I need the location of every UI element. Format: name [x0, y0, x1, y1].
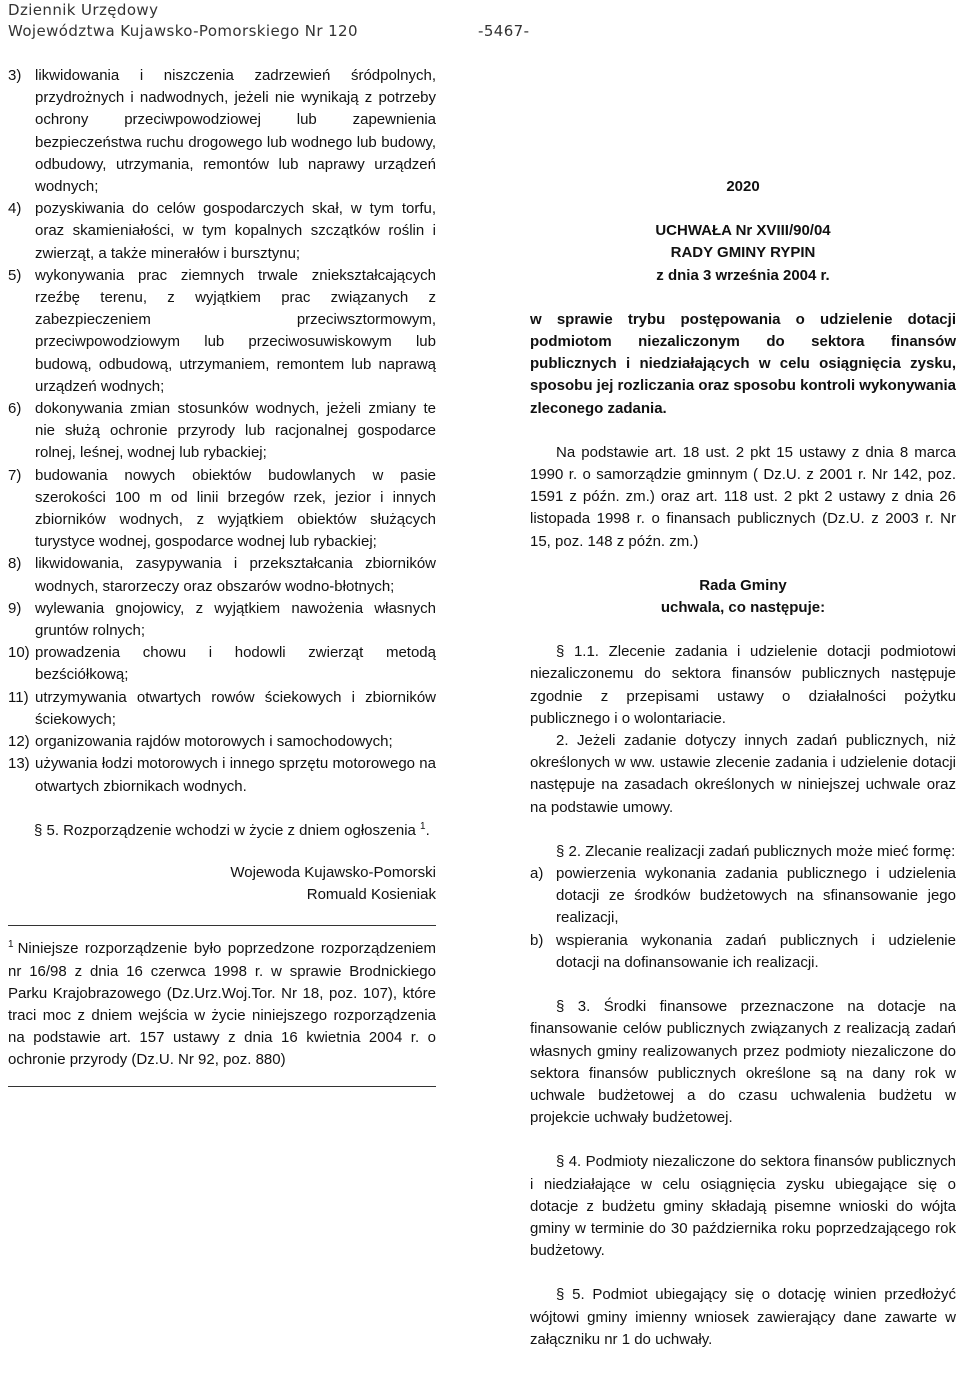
list-item-number: 11)	[8, 688, 29, 706]
item-number: 2020	[726, 178, 760, 195]
section-5-text: § 5. Rozporządzenie wchodzi w życie z dniem ogłoszenia	[34, 821, 416, 839]
section-4: § 4. Podmioty niezaliczone do sektora finansów publicznych i niedziałające w celu osiągnięcia zysku ubiegające się o dotacje z budżetu gminy składają pisemne wnioski do wójta gminy w terminie do 30 października roku poprzedzającego rok budżetowy.	[530, 1153, 956, 1260]
list-item-number: 3)	[8, 67, 22, 84]
list-item-number: 12)	[8, 733, 30, 751]
list-item-text: wylewania gnojowicy, z wyjątkiem nawożenia własnych gruntów rolnych;	[35, 599, 436, 640]
list-item-text: organizowania rajdów motorowych i samochodowych;	[35, 733, 393, 751]
list-item	[8, 642, 436, 686]
list-item-text: utrzymywania otwartych rowów ściekowych i zbiorników ściekowych;	[35, 688, 436, 728]
signature-role: Wojewoda Kujawsko-Pomorski	[230, 863, 436, 881]
list-item-number: b)	[530, 931, 544, 949]
list-item-text: budowania nowych obiektów budowlanych w pasie szerokości 100 m od linii brzegów rzek, jezior i innych zbiorników wodnych, z wyjątkiem obiektów służących turystyce wodnej, gospodarce wodnej lub rybackiej;	[35, 466, 436, 551]
section-5: § 5. Podmiot ubiegający się o dotację winien przedłożyć wójtowi gminy imienny wniosek zawierający dane zawarte w załączniku nr 1 do uchwały.	[530, 1286, 956, 1348]
list-item	[8, 753, 436, 797]
journal-issue-text: Województwa Kujawsko-Pomorskiego Nr 120	[8, 22, 358, 40]
list-item-text: dokonywania zmian stosunków wodnych, jeżeli zmiany te nie służą ochronie przyrody lub racjonalnej gospodarce rolnej, leśnej, wodnej lub rybackiej;	[35, 400, 436, 462]
footnote-mark: 1	[8, 939, 14, 951]
section-1-2: 2. Jeżeli zadanie dotyczy innych zadań publicznych, niż określonych w ww. ustawie zlecenie zadania i udzielenie dotacji następuje na zasadach określonych w niniejszej uchwale oraz na podstawie umowy.	[530, 732, 956, 816]
list-item	[8, 265, 436, 398]
footnote-end-rule	[8, 1086, 436, 1087]
list-item	[530, 930, 956, 974]
section-3: § 3. Środki finansowe przeznaczone na dotacje na finansowanie celów publicznych związanych z realizacją zadań własnych gminy realizowanych przez podmioty niezaliczone do sektora finansów publicznych określone są na dany rok w uchwale budżetowej a do czasu uchwalenia budżetu w projekcie uchwały budżetowej.	[530, 998, 956, 1127]
list-item-number: 8)	[8, 555, 22, 573]
list-item-text: likwidowania i niszczenia zadrzewień śródpolnych, przydrożnych i nadwodnych, jeżeli nie wynikają z potrzeby ochrony przeciwpowodziowej lub zapewnienia bezpieczeństwa ruchu drogowego lub wodnego lub budowy, odbudowy, utrzymania, remontów lub naprawy urządzeń wodnych;	[35, 67, 436, 196]
list-item-text: likwidowania, zasypywania i przekształcania zbiorników wodnych, starorzeczy oraz obszarów wodno-błotnych;	[35, 555, 436, 595]
journal-issue	[8, 20, 948, 42]
page-header	[8, 0, 948, 42]
list-item-number: 6)	[8, 400, 22, 418]
footnote-reference: 1	[420, 820, 426, 832]
list-item-number: 5)	[8, 266, 22, 284]
list-item	[8, 731, 436, 753]
list-item-number: 9)	[8, 599, 22, 617]
act-body: RADY GMINY RYPIN	[670, 244, 816, 262]
right-column	[530, 176, 956, 1351]
journal-title: Dziennik Urzędowy	[8, 1, 159, 19]
signature-name: Romuald Kosieniak	[306, 886, 436, 904]
act-subject: w sprawie trybu postępowania o udzielenie dotacji podmiotom niezaliczonym do sektora finansów publicznych i niedziałających w celu osiągnięcia zysku, sposobu jej rozliczania oraz sposobu kontroli wykonywania zleconego zadania.	[530, 310, 956, 417]
footnote	[8, 926, 436, 1071]
section-2-list	[530, 863, 956, 974]
act-title: UCHWAŁA Nr XVIII/90/04	[655, 222, 831, 240]
list-item-number: 7)	[8, 466, 22, 484]
list-item-number: a)	[530, 865, 544, 883]
list-item-number: 13)	[8, 755, 30, 773]
act-date: z dnia 3 września 2004 r.	[656, 266, 830, 284]
list-item-text: pozyskiwania do celów gospodarczych skał, w tym torfu, oraz skamieniałości, w tym kopalnych szczątków roślin i zwierząt, a także minerałów i bursztynu;	[35, 200, 436, 262]
footnote-text: Niniejsze rozporządzenie było poprzedzone rozporządzeniem nr 16/98 z dnia 16 czerwca 1998 r. w sprawie Brodnickiego Parku Krajobrazowego (Dz.Urz.Woj.Tor. Nr 18, poz. 107), które traci moc z dniem wejścia w życie niniejszego rozporządzenia na podstawie art. 157 ustawy z dnia 16 kwietnia 2004 r. o ochronie przyrody (Dz.U. Nr 92, poz. 880)	[8, 940, 436, 1069]
list-item-number: 10)	[8, 644, 30, 662]
list-item	[8, 65, 436, 198]
resolves-line-2: uchwala, co następuje:	[660, 599, 826, 617]
signature-block	[8, 862, 436, 906]
list-item-text: używania łodzi motorowych i innego sprzętu motorowego na otwartych zbiornikach wodnych.	[35, 755, 436, 795]
list-item	[8, 398, 436, 465]
list-item	[8, 598, 436, 642]
list-item-text: wykonywania prac ziemnych trwale zniekształcających rzeźbę terenu, z wyjątkiem prac związanych z zabezpieczeniem przeciwsztormowym, przeciwpowodziowym lub przeciwosuwiskowym lub budową, odbudową, utrzymaniem, remontem lub naprawą urządzeń wodnych;	[35, 266, 436, 395]
prohibitions-list	[8, 65, 436, 798]
closing-period: .	[425, 821, 430, 839]
left-column	[8, 65, 436, 1087]
list-item-text: prowadzenia chowu i hodowli zwierząt metodą bezściółkową;	[35, 644, 436, 684]
list-item-number: 4)	[8, 200, 22, 218]
resolves-line-1: Rada Gminy	[699, 576, 787, 594]
list-item-text: powierzenia wykonania zadania publicznego i udzielenia dotacji ze środków budżetowych na sfinansowanie jego realizacji,	[556, 865, 956, 927]
list-item-text: wspierania wykonania zadań publicznych i udzielenie dotacji na dofinansowanie ich realizacji.	[556, 931, 956, 971]
page-number: -5467-	[478, 22, 530, 40]
section-1-1: § 1.1. Zlecenie zadania i udzielenie dotacji podmiotowi niezaliczonemu do sektora finansów publicznych następuje zgodnie z przepisami ustawy o działalności pożytku publicznego i o wolontariacie.	[530, 643, 956, 727]
section-2: § 2. Zlecanie realizacji zadań publicznych może mieć formę:	[556, 842, 956, 860]
list-item	[8, 465, 436, 554]
list-item	[530, 863, 956, 930]
list-item	[8, 198, 436, 265]
section-5-closing	[8, 820, 436, 842]
list-item	[8, 553, 436, 597]
legal-basis: Na podstawie art. 18 ust. 2 pkt 15 ustawy z dnia 8 marca 1990 r. o samorządzie gminnym ( Dz.U. z 2001 r. Nr 142, poz. 1591 z późn. zm.) oraz art. 118 ust. 2 pkt 2 ustawy z dnia 26 listopada 1998 r. o finansach publicznych (Dz.U. z 2003 r. Nr 15, poz. 148 z późn. zm.)	[530, 443, 956, 550]
list-item	[8, 687, 436, 731]
